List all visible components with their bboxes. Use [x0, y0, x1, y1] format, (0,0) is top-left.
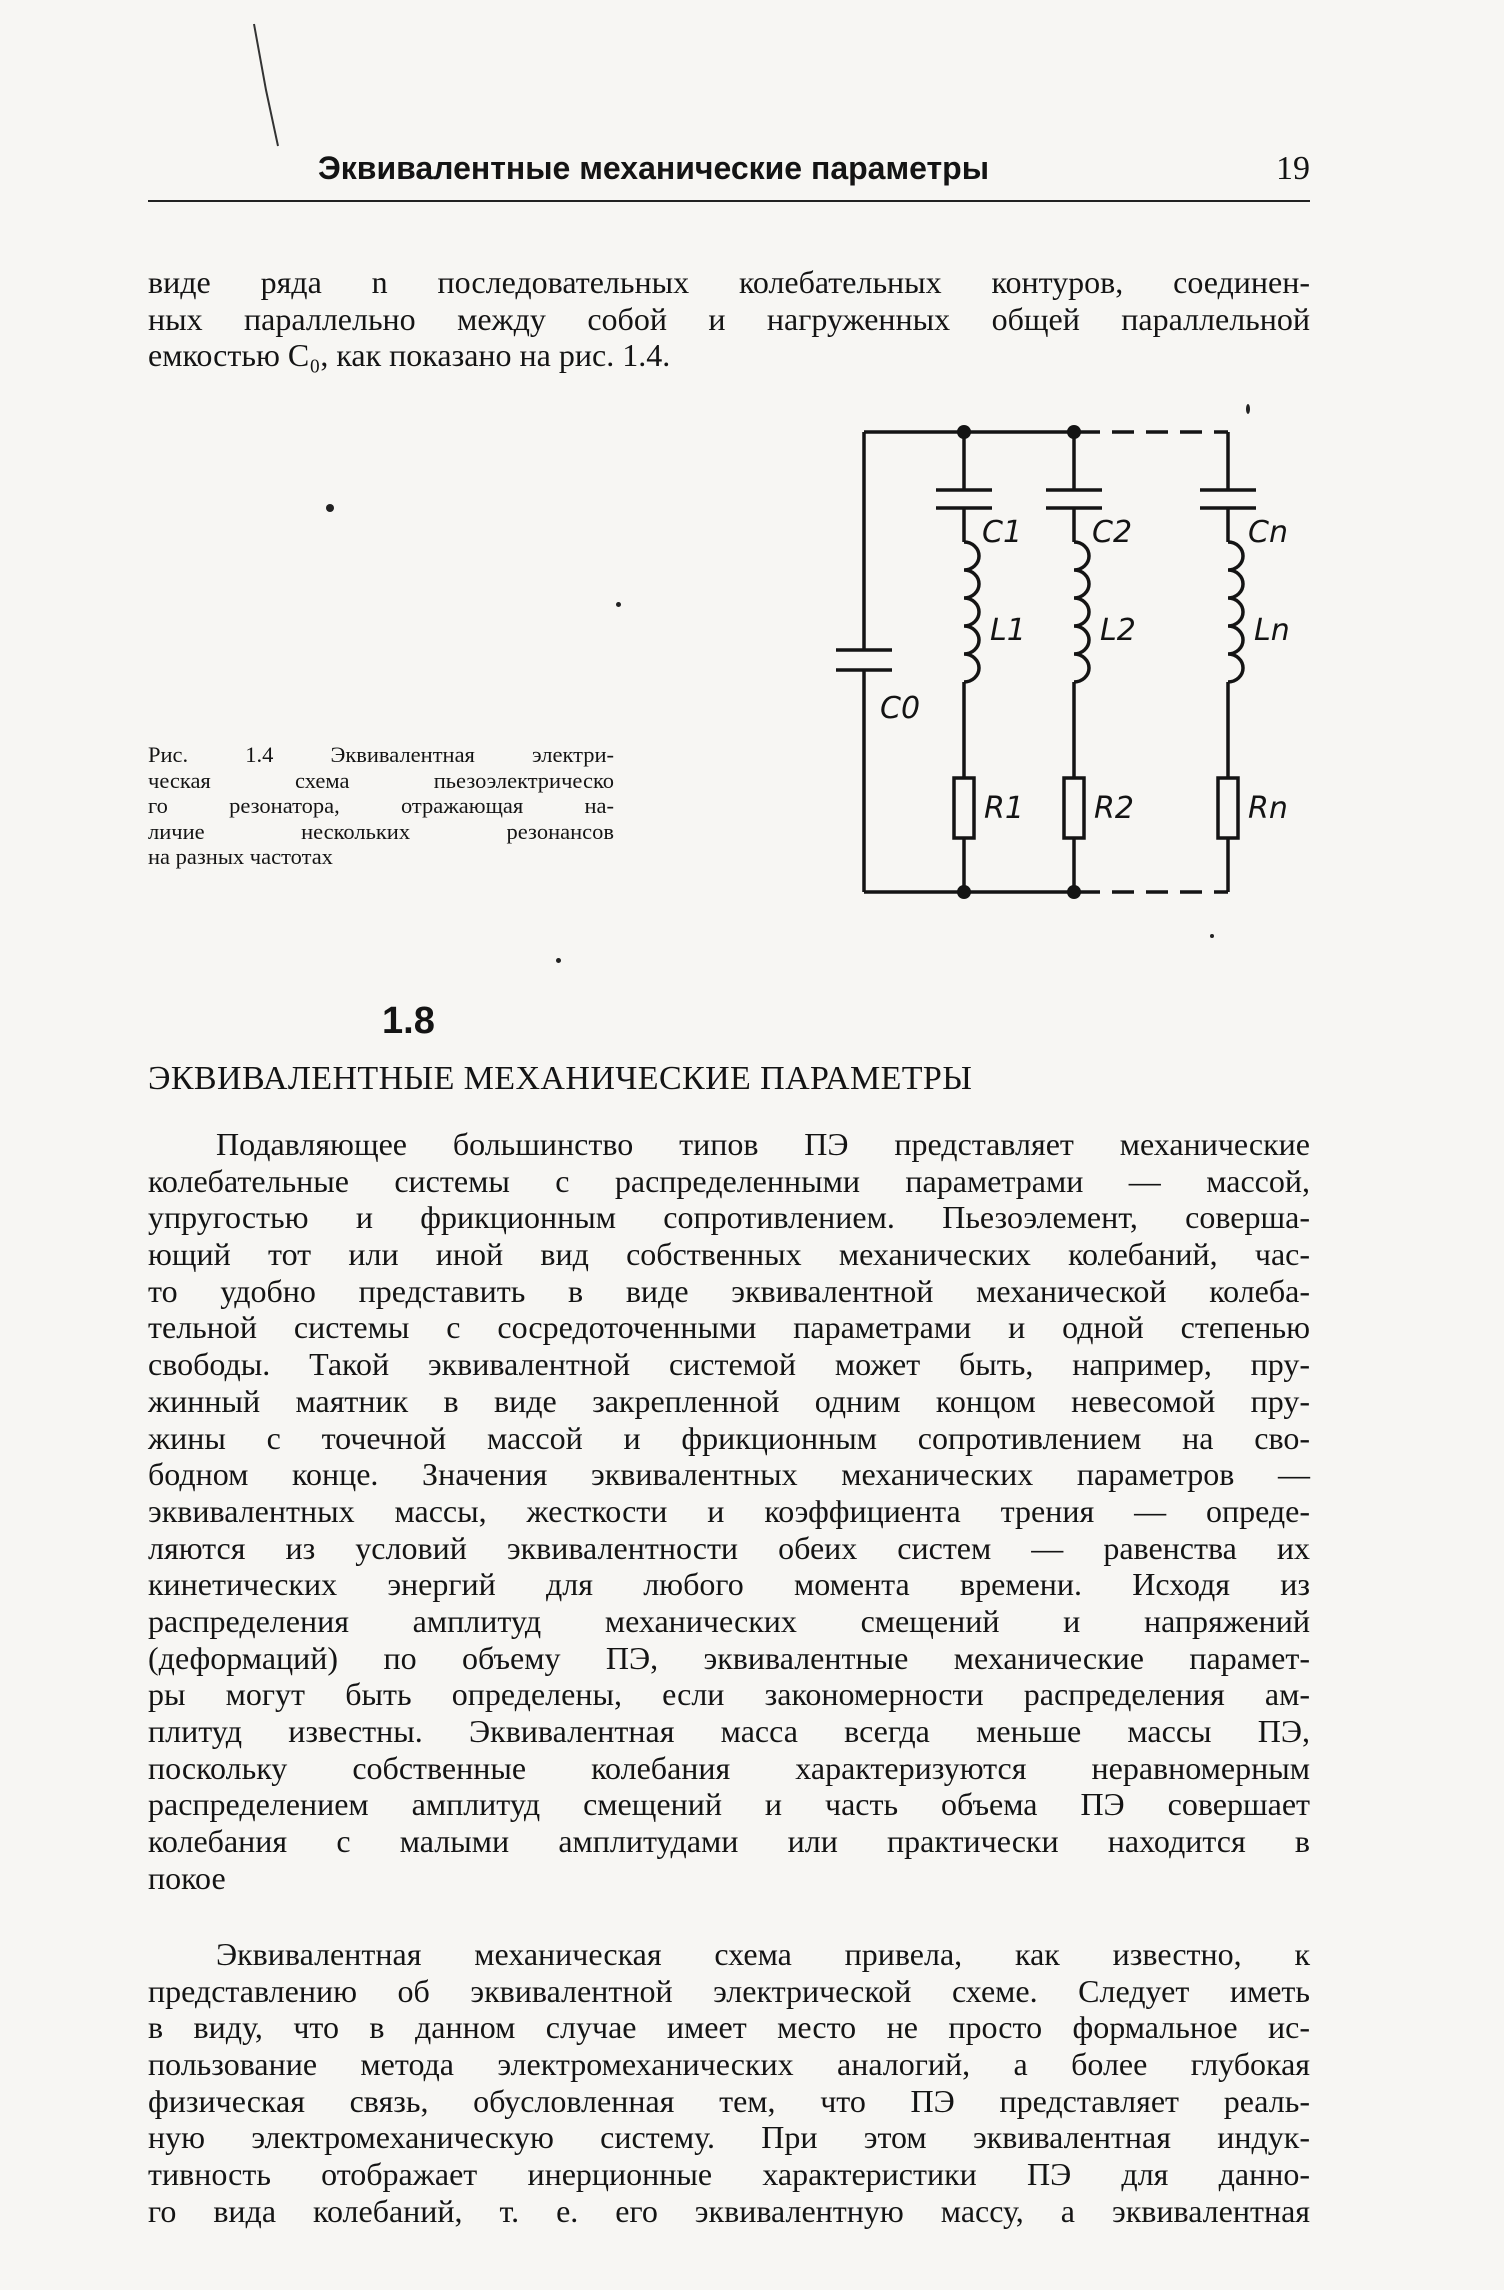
equivalent-circuit-diagram	[820, 418, 1320, 908]
text-line: ных параллельно между собой и нагруженных общей параллельной	[148, 300, 1310, 337]
text-line: ры могут быть определены, если закономерности распределения ам-	[148, 1676, 1310, 1713]
label-l1: L1	[990, 613, 1026, 648]
scan-speck	[556, 958, 561, 963]
label-r2: R2	[1094, 791, 1134, 826]
figure-caption	[148, 742, 614, 870]
text-line: поскольку собственные колебания характеризуются неравномерным	[148, 1749, 1310, 1786]
text-line: тивность отображает инерционные характеристики ПЭ для данно-	[148, 2156, 1310, 2193]
caption-line: личие нескольких резонансов	[148, 818, 614, 844]
running-header-title: Эквивалентные механические параметры	[318, 150, 990, 186]
label-r1: R1	[984, 791, 1024, 826]
header-rule	[148, 200, 1310, 202]
label-l2: L2	[1100, 613, 1136, 648]
caption-line: Рис. 1.4 Эквивалентная электри-	[148, 742, 614, 767]
text-line: распределения амплитуд механических смещений и напряжений	[148, 1602, 1310, 1639]
text-line: (деформаций) по объему ПЭ, эквивалентные механические парамет-	[148, 1639, 1310, 1676]
section-number: 1.8	[382, 1000, 435, 1042]
text-line: Подавляющее большинство типов ПЭ представляет механические	[216, 1126, 1310, 1162]
scan-speck	[1210, 934, 1214, 938]
caption-line: на разных частотах	[148, 844, 333, 869]
text-line: виде ряда n последовательных колебательных контуров, соединен-	[148, 264, 1310, 300]
text-line: ляются из условий эквивалентности обеих систем — равенства их	[148, 1529, 1310, 1566]
caption-line: ческая схема пьезоэлектрическо	[148, 767, 614, 793]
text-line: эквивалентных массы, жесткости и коэффициента трения — опреде-	[148, 1492, 1310, 1529]
label-c1: C1	[982, 515, 1023, 550]
caption-line: го резонатора, отражающая на-	[148, 793, 614, 818]
label-cn: Cn	[1248, 515, 1288, 550]
page-number: 19	[1276, 150, 1310, 187]
text-line: ную электромеханическую систему. При этом эквивалентная индук-	[148, 2119, 1310, 2156]
intro-paragraph	[148, 264, 1310, 374]
scan-pen-stroke	[240, 20, 300, 150]
text-line: распределением амплитуд смещений и часть объема ПЭ совершает	[148, 1786, 1310, 1823]
text-line: свободы. Такой эквивалентной системой может быть, например, пру-	[148, 1346, 1310, 1383]
text-line: покое	[148, 1859, 226, 1896]
text-line: плитуд известны. Эквивалентная масса всегда меньше массы ПЭ,	[148, 1713, 1310, 1749]
text-line: Эквивалентная механическая схема привела, как известно, к	[216, 1936, 1310, 1972]
text-line: го вида колебаний, т. е. его эквивалентную массу, а эквивалентная	[148, 2192, 1310, 2229]
text-line: пользование метода электромеханических аналогий, а более глубокая	[148, 2046, 1310, 2083]
section-title: ЭКВИВАЛЕНТНЫЕ МЕХАНИЧЕСКИЕ ПАРАМЕТРЫ	[148, 1060, 973, 1097]
text-line: жинный маятник в виде закрепленной одним концом невесомой пру-	[148, 1382, 1310, 1419]
scan-speck	[326, 504, 334, 512]
label-c0: C0	[880, 691, 921, 726]
label-rn: Rn	[1248, 791, 1288, 826]
text-line: упругостью и фрикционным сопротивлением. Пьезоэлемент, соверша-	[148, 1199, 1310, 1236]
text-line: колебательные системы с распределенными параметрами — массой,	[148, 1162, 1310, 1199]
text-line: тельной системы с сосредоточенными параметрами и одной степенью	[148, 1309, 1310, 1346]
text-line: жины с точечной массой и фрикционным сопротивлением на сво-	[148, 1419, 1310, 1456]
text-line: кинетических энергий для любого момента времени. Исходя из	[148, 1566, 1310, 1603]
text-line: в виду, что в данном случае имеет место не просто формальное ис-	[148, 2009, 1310, 2046]
body-paragraph	[148, 1126, 1310, 1896]
text-line: физическая связь, обусловленная тем, что ПЭ представляет реаль-	[148, 2082, 1310, 2119]
text-line: колебания с малыми амплитудами или практически находится в	[148, 1823, 1310, 1860]
text-line: представлению об эквивалентной электрической схеме. Следует иметь	[148, 1972, 1310, 2009]
scan-speck	[1246, 404, 1250, 414]
text-line: ющий тот или иной вид собственных механических колебаний, час-	[148, 1236, 1310, 1273]
text-line: то удобно представить в виде эквивалентной механической колеба-	[148, 1272, 1310, 1309]
label-c2: C2	[1092, 515, 1133, 550]
scan-speck	[616, 602, 621, 607]
body-paragraph	[148, 1936, 1310, 2230]
text-line: бодном конце. Значения эквивалентных механических параметров —	[148, 1456, 1310, 1493]
label-ln: Ln	[1254, 613, 1290, 648]
text-line: емкостью C₀, как показано на рис. 1.4.	[148, 337, 671, 374]
